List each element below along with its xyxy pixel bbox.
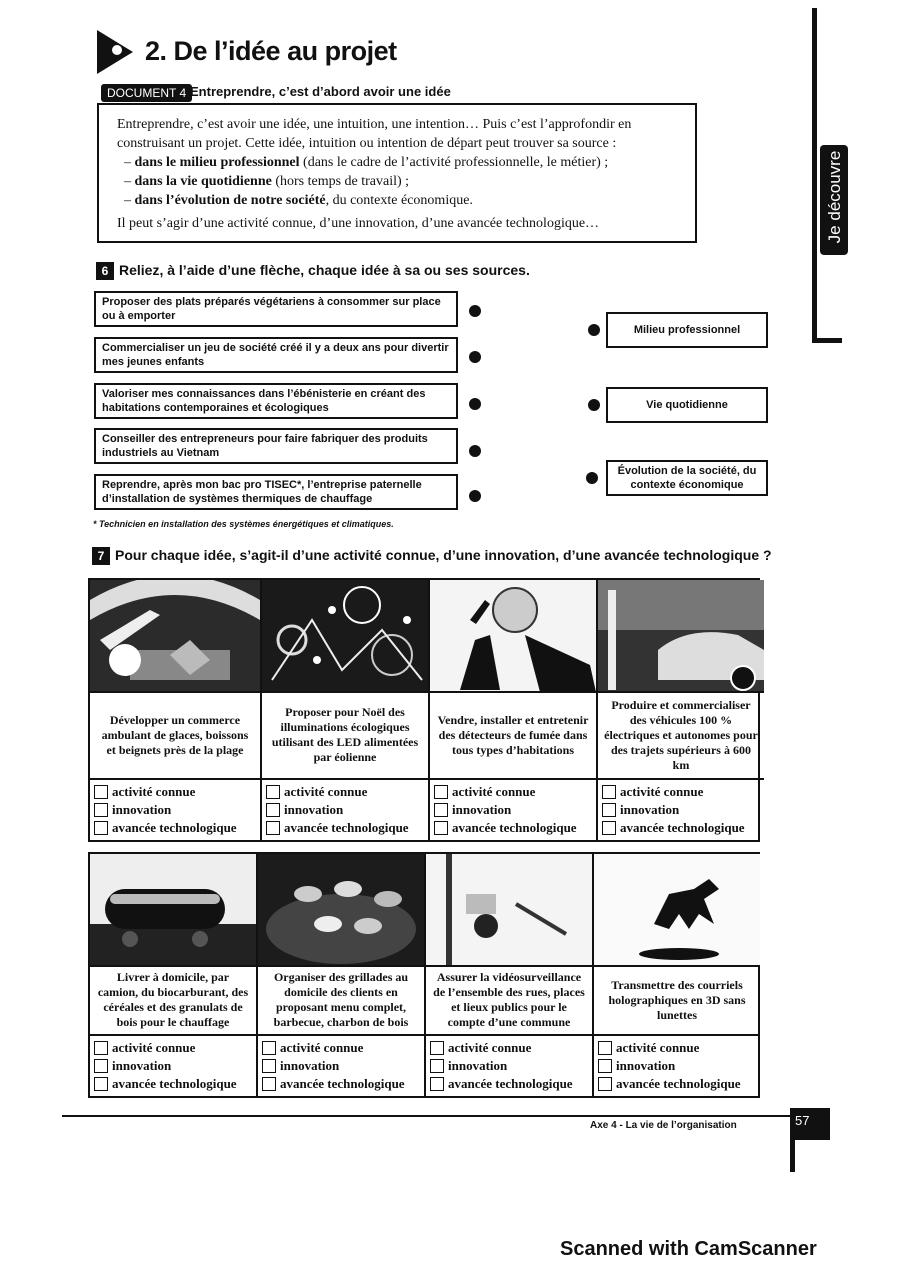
idea-caption: Produire et commercialiser des véhicules 100 % électriques et autonomes pour des trajets supérieurs à 600 km	[598, 693, 764, 780]
source-dot[interactable]	[588, 399, 600, 411]
document-bullet: – dans le milieu professionnel (dans le cadre de l’activité professionnelle, le métier) ;	[117, 155, 609, 170]
question-number: 6	[96, 262, 114, 280]
idea-card	[90, 854, 258, 1096]
idea-card	[594, 854, 760, 1096]
option-tech-advance[interactable]: avancée technologique	[94, 1075, 252, 1093]
question-text: Reliez, à l’aide d’une flèche, chaque idée à sa ou ses sources.	[119, 262, 530, 278]
checkbox[interactable]	[430, 1059, 444, 1073]
checkbox[interactable]	[434, 785, 448, 799]
checkbox[interactable]	[94, 803, 108, 817]
idea-card	[258, 854, 426, 1096]
footnote: * Technicien en installation des systèmes énergétiques et climatiques.	[93, 519, 394, 529]
idea-caption: Proposer pour Noël des illuminations écologiques utilisant des LED alimentées par éolienne	[262, 693, 428, 780]
footer-rule	[62, 1115, 797, 1117]
idea-card	[426, 854, 594, 1096]
option-innovation[interactable]: innovation	[602, 801, 760, 819]
source-box: Vie quotidienne	[606, 387, 768, 423]
option-tech-advance[interactable]: avancée technologique	[434, 819, 592, 837]
document-intro: Entreprendre, c’est avoir une idée, une intuition, une intention… Puis c’est l’approfondir en construisant un projet. Cette idée, intuition ou intention de départ peut trouver sa source :	[117, 117, 632, 151]
option-known-activity[interactable]: activité connue	[262, 1039, 420, 1057]
checkbox[interactable]	[430, 1077, 444, 1091]
idea-card	[598, 580, 764, 840]
side-bar	[812, 8, 817, 343]
side-bar-foot	[812, 338, 842, 343]
option-innovation[interactable]: innovation	[94, 1057, 252, 1075]
idea-options	[598, 780, 764, 840]
idea-box: Valoriser mes connaissances dans l’ébénisterie en créant des habitations contemporaines et écologiques	[94, 383, 458, 419]
option-known-activity[interactable]: activité connue	[598, 1039, 756, 1057]
idea-box: Commercialiser un jeu de société créé il y a deux ans pour divertir mes jeunes enfants	[94, 337, 458, 373]
source-dot[interactable]	[586, 472, 598, 484]
side-tab-label: Je découvre	[825, 150, 844, 244]
option-innovation[interactable]: innovation	[94, 801, 256, 819]
idea-options	[90, 1036, 256, 1096]
option-tech-advance[interactable]: avancée technologique	[598, 1075, 756, 1093]
checkbox[interactable]	[598, 1041, 612, 1055]
cctv-camera-photo	[426, 854, 592, 967]
checkbox[interactable]	[598, 1059, 612, 1073]
option-tech-advance[interactable]: avancée technologique	[266, 819, 424, 837]
checkbox[interactable]	[266, 785, 280, 799]
idea-caption: Organiser des grillades au domicile des clients en proposant menu complet, barbecue, charbon de bois	[258, 967, 424, 1036]
idea-card	[90, 580, 262, 840]
checkbox[interactable]	[94, 1077, 108, 1091]
idea-dot[interactable]	[469, 445, 481, 457]
arrow-dot	[112, 45, 122, 55]
checkbox[interactable]	[266, 803, 280, 817]
idea-caption: Vendre, installer et entretenir des détecteurs de fumée dans tous types d’habitations	[430, 693, 596, 780]
idea-card	[262, 580, 430, 840]
idea-caption: Développer un commerce ambulant de glaces, boissons et beignets près de la plage	[90, 693, 260, 780]
idea-grid-row-1	[88, 578, 760, 842]
checkbox[interactable]	[434, 803, 448, 817]
idea-dot[interactable]	[469, 305, 481, 317]
idea-caption: Transmettre des courriels holographiques en 3D sans lunettes	[594, 967, 760, 1036]
idea-dot[interactable]	[469, 490, 481, 502]
idea-dot[interactable]	[469, 398, 481, 410]
checkbox[interactable]	[266, 821, 280, 835]
question-6	[96, 262, 530, 280]
checkbox[interactable]	[602, 821, 616, 835]
checkbox[interactable]	[94, 785, 108, 799]
option-tech-advance[interactable]: avancée technologique	[602, 819, 760, 837]
beach-kiosk-photo	[90, 580, 260, 693]
option-known-activity[interactable]: activité connue	[94, 1039, 252, 1057]
footer-text: Axe 4 - La vie de l’organisation	[590, 1120, 737, 1131]
question-text: Pour chaque idée, s’agit-il d’une activité connue, d’une innovation, d’une avancée technologique ?	[115, 547, 772, 563]
checkbox[interactable]	[434, 821, 448, 835]
led-lights-photo	[262, 580, 428, 693]
checkbox[interactable]	[94, 1041, 108, 1055]
document-bullet: – dans l’évolution de notre société, du contexte économique.	[117, 193, 473, 208]
checkbox[interactable]	[94, 821, 108, 835]
page-number-stem	[790, 1130, 795, 1172]
idea-caption: Assurer la vidéosurveillance de l’ensemble des rues, places et lieux publics pour le compte d’une commune	[426, 967, 592, 1036]
option-known-activity[interactable]: activité connue	[94, 783, 256, 801]
checkbox[interactable]	[602, 803, 616, 817]
option-innovation[interactable]: innovation	[434, 801, 592, 819]
smoke-detector-photo	[430, 580, 596, 693]
option-tech-advance[interactable]: avancée technologique	[262, 1075, 420, 1093]
section-title: 2. De l’idée au projet	[145, 36, 397, 66]
checkbox[interactable]	[430, 1041, 444, 1055]
tanker-truck-photo	[90, 854, 256, 967]
option-innovation[interactable]: innovation	[266, 801, 424, 819]
side-tab	[820, 145, 848, 255]
source-dot[interactable]	[588, 324, 600, 336]
scanner-watermark: Scanned with CamScanner	[560, 1238, 817, 1260]
checkbox[interactable]	[262, 1077, 276, 1091]
source-box: Évolution de la société, du contexte économique	[606, 460, 768, 496]
idea-caption: Livrer à domicile, par camion, du biocarburant, des céréales et des granulats de bois pour le chauffage	[90, 967, 256, 1036]
idea-card	[430, 580, 598, 840]
electric-car-photo	[598, 580, 764, 693]
idea-box: Reprendre, après mon bac pro TISEC*, l’entreprise paternelle d’installation de systèmes thermiques de chauffage	[94, 474, 458, 510]
idea-options	[430, 780, 596, 840]
idea-dot[interactable]	[469, 351, 481, 363]
checkbox[interactable]	[598, 1077, 612, 1091]
checkbox[interactable]	[262, 1059, 276, 1073]
option-tech-advance[interactable]: avancée technologique	[430, 1075, 588, 1093]
idea-options	[262, 780, 428, 840]
idea-options	[426, 1036, 592, 1096]
barbecue-photo	[258, 854, 424, 967]
option-tech-advance[interactable]: avancée technologique	[94, 819, 256, 837]
option-known-activity[interactable]: activité connue	[602, 783, 760, 801]
option-innovation[interactable]: innovation	[598, 1057, 756, 1075]
option-known-activity[interactable]: activité connue	[430, 1039, 588, 1057]
question-number: 7	[92, 547, 110, 565]
document-outro: Il peut s’agir d’une activité connue, d’une innovation, d’une avancée technologique…	[117, 216, 600, 231]
document-label: DOCUMENT 4	[101, 84, 192, 102]
option-known-activity[interactable]: activité connue	[266, 783, 424, 801]
idea-options	[258, 1036, 424, 1096]
checkbox[interactable]	[602, 785, 616, 799]
option-innovation[interactable]: innovation	[430, 1057, 588, 1075]
document-box	[97, 103, 697, 243]
checkbox[interactable]	[94, 1059, 108, 1073]
idea-box: Proposer des plats préparés végétariens à consommer sur place ou à emporter	[94, 291, 458, 327]
idea-options	[594, 1036, 760, 1096]
page-number: 57	[790, 1108, 830, 1140]
checkbox[interactable]	[262, 1041, 276, 1055]
hologram-dinosaur-photo	[594, 854, 760, 967]
idea-options	[90, 780, 260, 840]
question-7	[92, 547, 772, 565]
idea-grid-row-2	[88, 852, 760, 1098]
idea-box: Conseiller des entrepreneurs pour faire fabriquer des produits industriels au Vietnam	[94, 428, 458, 464]
option-innovation[interactable]: innovation	[262, 1057, 420, 1075]
option-known-activity[interactable]: activité connue	[434, 783, 592, 801]
document-bullet: – dans la vie quotidienne (hors temps de travail) ;	[117, 174, 410, 189]
source-box: Milieu professionnel	[606, 312, 768, 348]
document-title: Entreprendre, c’est d’abord avoir une idée	[190, 84, 451, 99]
